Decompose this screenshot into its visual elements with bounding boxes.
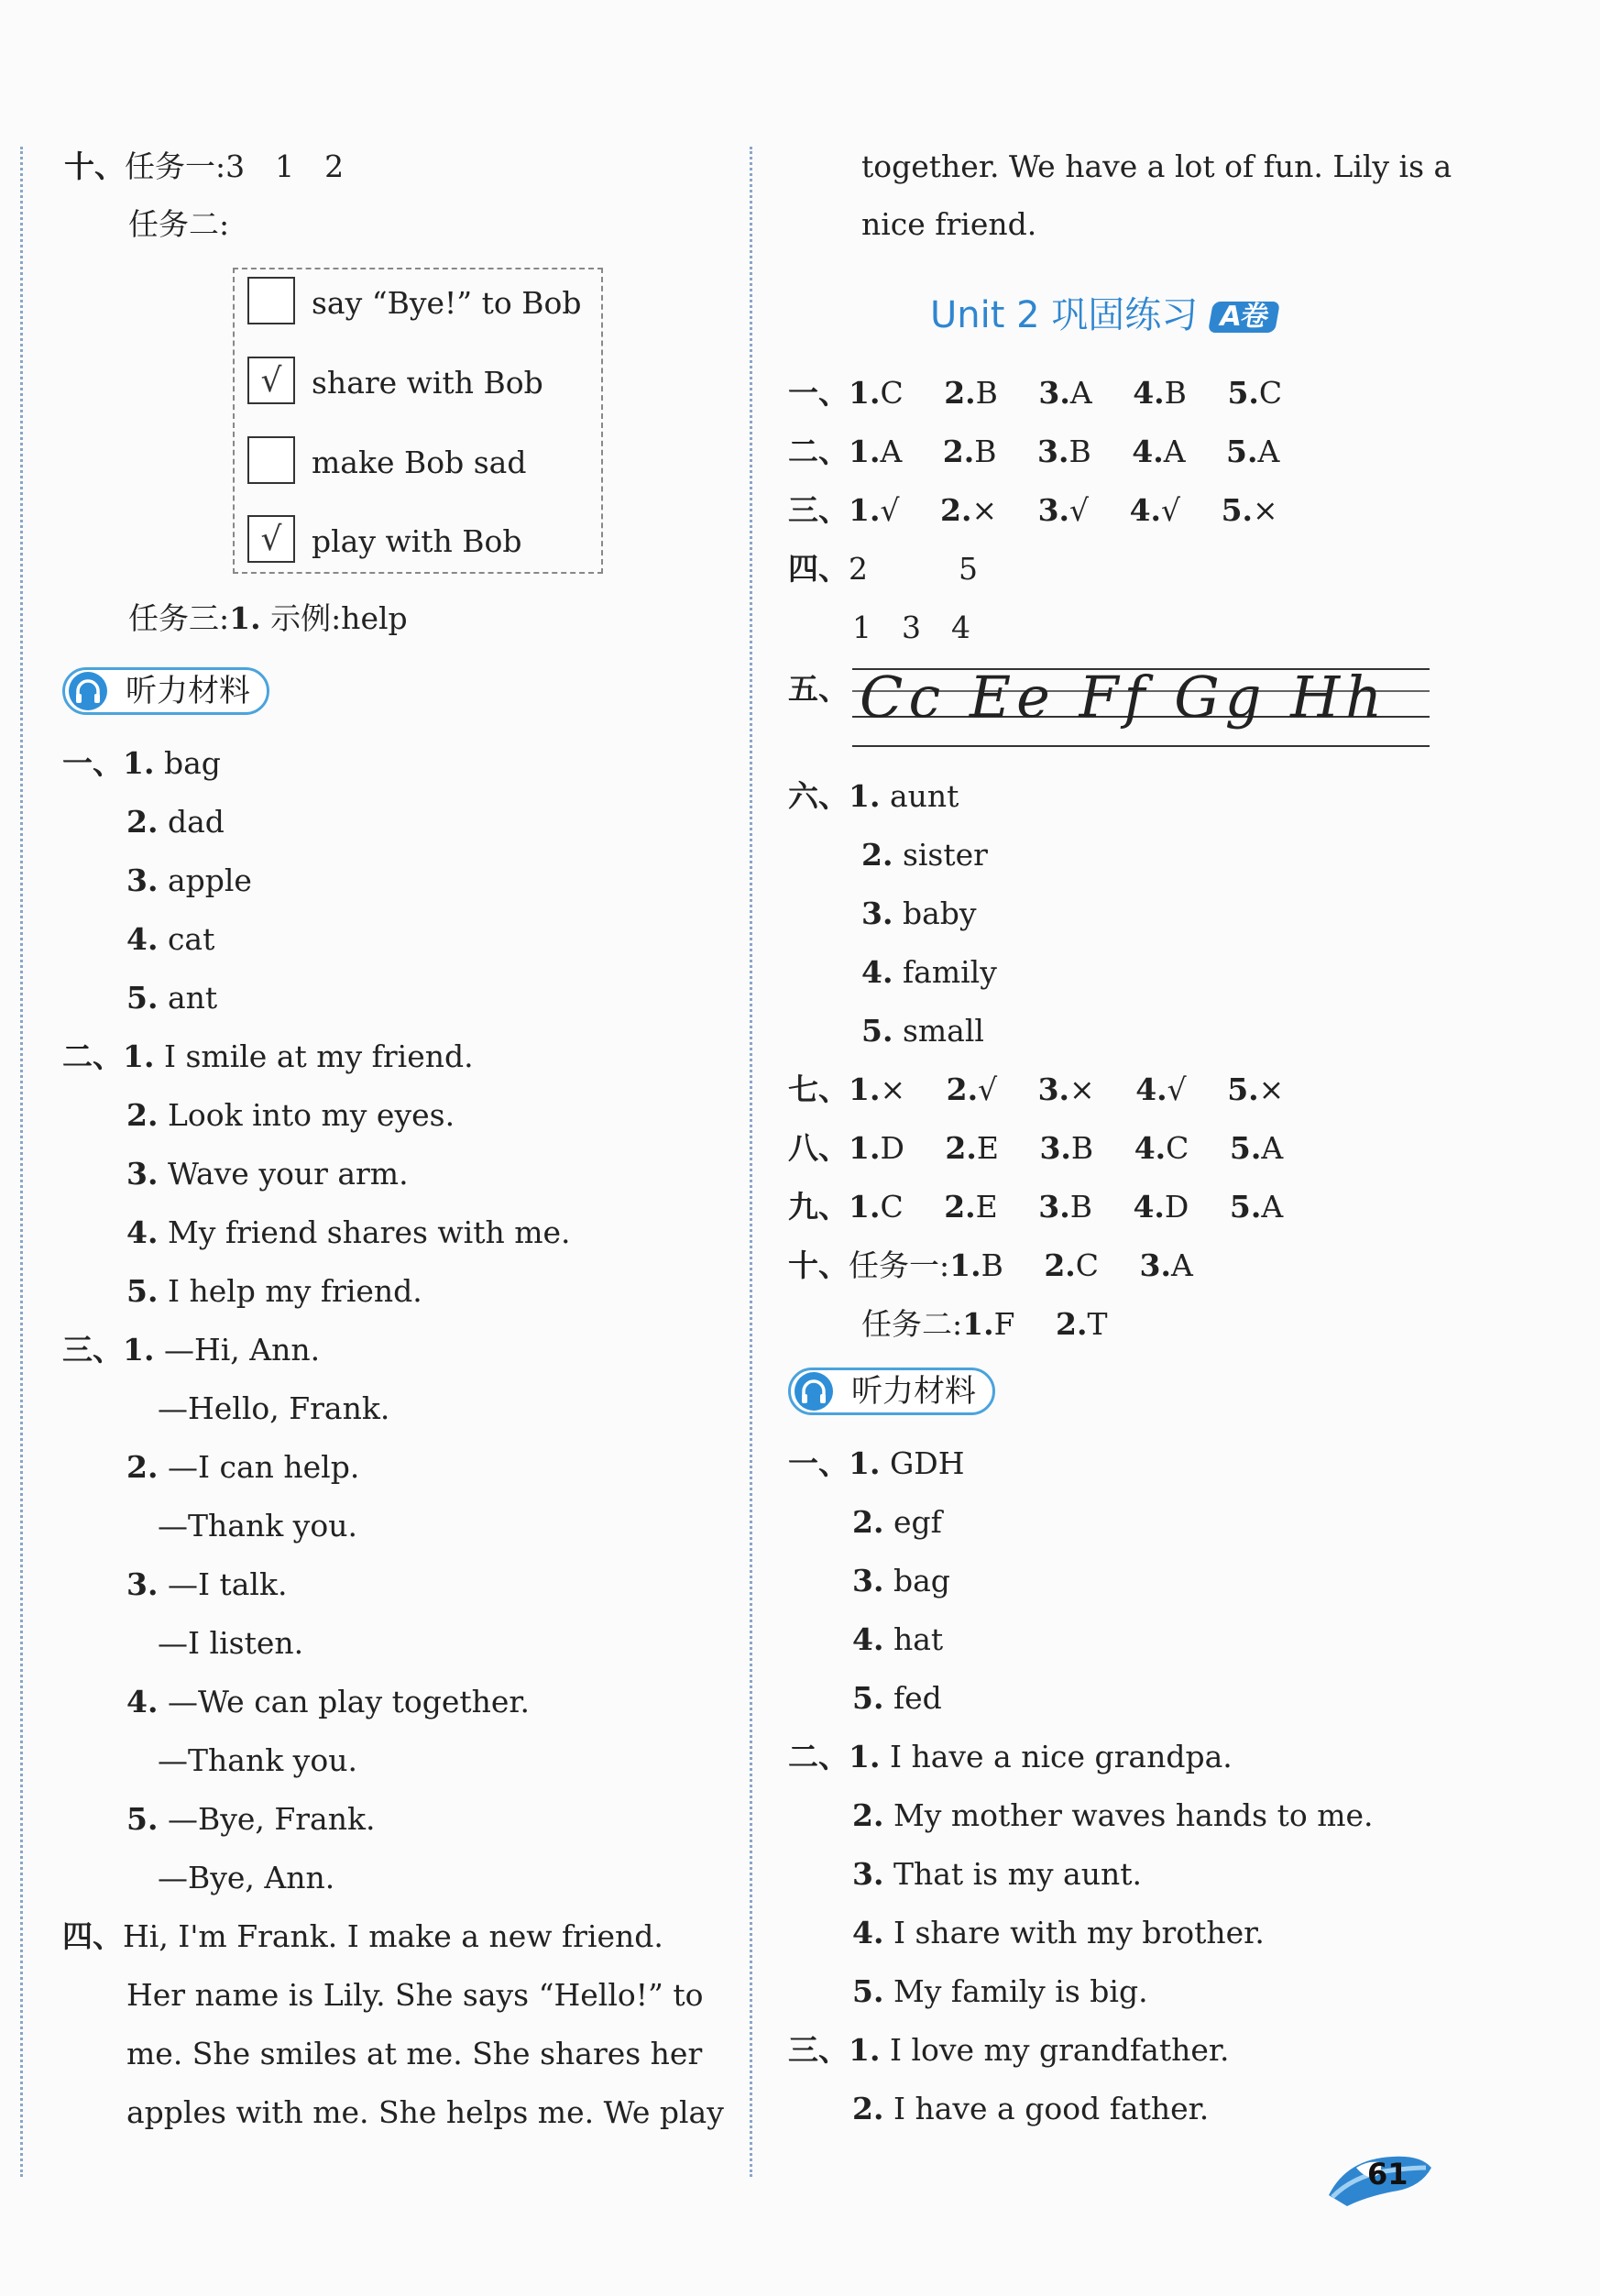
checklist-option: say “Bye!” to Bob — [312, 285, 582, 321]
unit-title: Unit 2 巩固练习 A卷 — [930, 297, 1278, 334]
q6-row: 六、1. aunt — [788, 778, 959, 814]
s1-row: 4. cat — [126, 921, 215, 957]
checklist-option: share with Bob — [312, 365, 543, 401]
s1-row: 5. ant — [126, 980, 218, 1016]
s4-line: Her name is Lily. She says “Hello!” to — [126, 1977, 704, 2013]
q5-label: 五、 — [788, 671, 849, 707]
s4-continued: together. We have a lot of fun. Lily is a — [861, 148, 1452, 184]
s3-reply: —I listen. — [158, 1625, 304, 1661]
s3-reply: —Thank you. — [158, 1742, 357, 1778]
l2-row: 4. I share with my brother. — [852, 1915, 1265, 1950]
listening-material-header: 听力材料 — [788, 1368, 995, 1415]
l2-row: 3. That is my aunt. — [852, 1856, 1142, 1892]
q6-row: 3. baby — [861, 895, 977, 931]
q10-task1: 十、任务一:3 1 2 — [64, 148, 345, 184]
right-column — [779, 0, 1503, 2296]
s3-row: 三、1. —Hi, Ann. — [62, 1332, 321, 1368]
s3-reply: —Thank you. — [158, 1508, 357, 1543]
q10-right-task2: 任务二:1.F 2.T — [861, 1306, 1108, 1342]
q4-line: 1 3 4 — [852, 610, 970, 645]
l2-row: 二、1. I have a nice grandpa. — [788, 1739, 1233, 1774]
l2-row: 5. My family is big. — [852, 1973, 1148, 2009]
s3-row: 2. —I can help. — [126, 1449, 360, 1485]
answer-row-1: 一、1.C 2.B 3.A 4.B 5.C — [788, 375, 1283, 411]
q6-row: 4. family — [861, 954, 997, 990]
l1-row: 4. hat — [852, 1621, 944, 1657]
column-divider — [750, 147, 752, 2177]
left-column — [0, 0, 724, 2296]
page-number: 61 — [1320, 2140, 1439, 2214]
l1-row: 2. egf — [852, 1504, 942, 1540]
l1-row: 一、1. GDH — [788, 1445, 965, 1481]
answer-row-9: 九、1.C 2.E 3.B 4.D 5.A — [788, 1189, 1284, 1225]
q6-row: 5. small — [861, 1013, 984, 1049]
s2-row: 5. I help my friend. — [126, 1273, 422, 1309]
s3-reply: —Hello, Frank. — [158, 1390, 390, 1426]
s2-row: 3. Wave your arm. — [126, 1156, 409, 1192]
l1-row: 5. fed — [852, 1680, 942, 1716]
l1-row: 3. bag — [852, 1563, 950, 1598]
checkbox-4[interactable]: √ — [247, 515, 295, 563]
q10-right-task1: 十、任务一:1.B 2.C 3.A — [788, 1247, 1193, 1283]
s3-reply: —Bye, Ann. — [158, 1860, 335, 1895]
q6-row: 2. sister — [861, 837, 988, 873]
headphones-icon — [69, 672, 107, 710]
version-badge: A卷 — [1208, 302, 1280, 333]
checkbox-2[interactable]: √ — [247, 357, 295, 404]
s4-line: 四、Hi, I'm Frank. I make a new friend. — [62, 1918, 663, 1954]
s4-continued: nice friend. — [861, 206, 1037, 242]
checklist-option: play with Bob — [312, 523, 522, 559]
page-edge-divider — [20, 147, 23, 2177]
l2-row: 2. My mother waves hands to me. — [852, 1797, 1374, 1833]
checkbox-3[interactable] — [247, 436, 295, 484]
s1-row: 一、1. bag — [62, 745, 221, 781]
s3-row: 3. —I talk. — [126, 1566, 288, 1602]
s1-row: 2. dad — [126, 804, 225, 840]
answer-row-8: 八、1.D 2.E 3.B 4.C 5.A — [788, 1130, 1284, 1166]
l3-row: 2. I have a good father. — [852, 2091, 1210, 2126]
l3-row: 三、1. I love my grandfather. — [788, 2032, 1230, 2068]
s2-row: 二、1. I smile at my friend. — [62, 1038, 474, 1074]
cursive-letters: Cc Ee Ff Gg Hh — [860, 664, 1388, 731]
s4-line: me. She smiles at me. She shares her — [126, 2036, 703, 2071]
s1-row: 3. apple — [126, 862, 252, 898]
listening-material-header: 听力材料 — [62, 667, 269, 715]
checklist-option: make Bob sad — [312, 445, 527, 480]
s3-row: 4. —We can play together. — [126, 1684, 531, 1719]
task2-checklist — [233, 268, 603, 574]
s2-row: 4. My friend shares with me. — [126, 1214, 571, 1250]
s3-row: 5. —Bye, Frank. — [126, 1801, 376, 1837]
q4-line: 四、2 5 — [788, 551, 978, 587]
answer-row-7: 七、1.× 2.√ 3.× 4.√ 5.× — [788, 1071, 1285, 1107]
checkbox-1[interactable] — [247, 277, 295, 324]
s2-row: 2. Look into my eyes. — [126, 1097, 455, 1133]
answer-row-3: 三、1.√ 2.× 3.√ 4.√ 5.× — [788, 492, 1278, 528]
s4-line: apples with me. She helps me. We play — [126, 2094, 724, 2130]
headphones-icon — [795, 1372, 833, 1411]
answer-row-2: 二、1.A 2.B 3.B 4.A 5.A — [788, 434, 1280, 469]
q10-task3: 任务三:1. 示例:help — [128, 600, 408, 636]
q10-task2-label: 任务二: — [128, 206, 230, 242]
